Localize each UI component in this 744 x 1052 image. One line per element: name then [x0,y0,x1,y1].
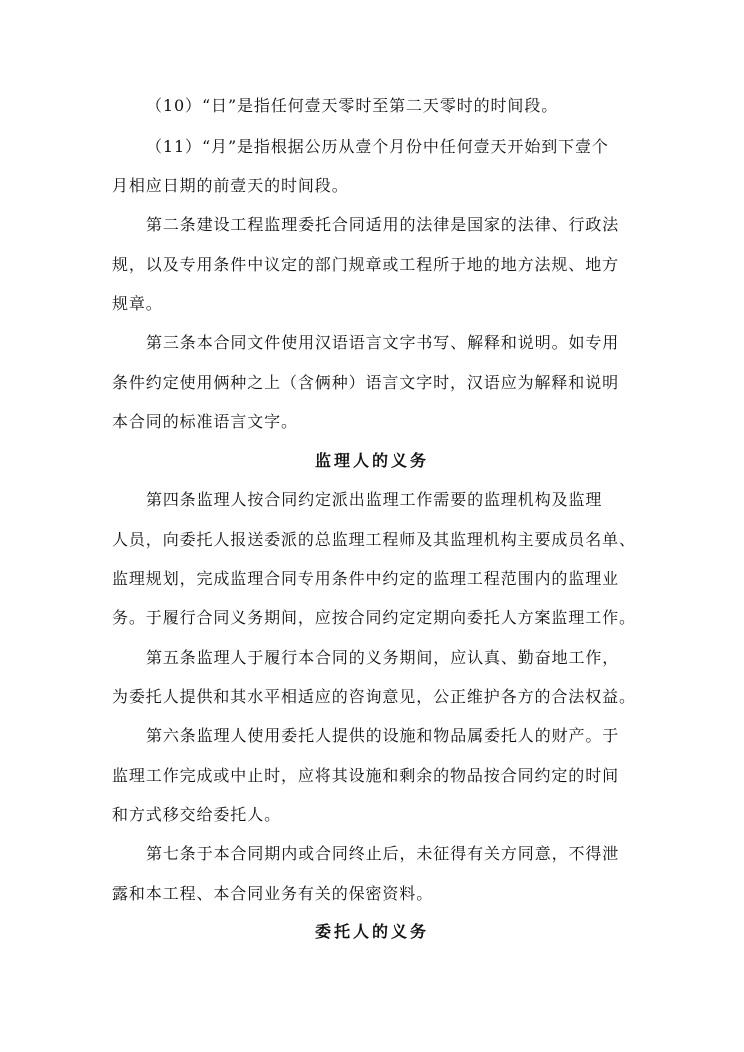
paragraph-line: 规，以及专用条件中议定的部门规章或工程所于地的地方法规、地方 [112,255,620,274]
paragraph-line: 露和本工程、本合同业务有关的保密资料。 [112,884,434,903]
paragraph-line: （10）“日”是指任何壹天零时至第二天零时的时间段。 [146,96,559,115]
paragraph-line: 第五条监理人于履行本合同的义务期间，应认真、勤奋地工作， [146,648,620,667]
section-heading: 监理人的义务 [314,451,429,470]
paragraph-line: 规章。 [112,294,163,313]
paragraph-line: 第六条监理人使用委托人提供的设施和物品属委托人的财产。于 [146,726,620,745]
paragraph-line: 第二条建设工程监理委托合同适用的法律是国家的法律、行政法 [146,215,620,234]
paragraph-line: 第三条本合同文件使用汉语语言文字书写、解释和说明。如专用 [146,333,620,352]
paragraph-line: 监理工作完成或中止时，应将其设施和剩余的物品按合同约定的时间 [112,766,620,785]
paragraph-line: 务。于履行合同义务期间，应按合同约定定期向委托人方案监理工作。 [112,608,636,627]
paragraph-line: 本合同的标准语言文字。 [112,412,298,431]
paragraph-line: 为委托人提供和其水平相适应的咨询意见，公正维护各方的合法权益。 [112,687,636,706]
paragraph-line: 月相应日期的前壹天的时间段。 [112,176,349,195]
paragraph-line: 和方式移交给委托人。 [112,805,282,824]
paragraph-line: 第七条于本合同期内或合同终止后，未征得有关方同意，不得泄 [146,844,620,863]
paragraph-line: 监理规划，完成监理合同专用条件中约定的监理工程范围内的监理业 [112,569,620,588]
paragraph-line: 第四条监理人按合同约定派出监理工作需要的监理机构及监理 [146,490,603,509]
section-heading: 委托人的义务 [314,922,429,941]
paragraph-line: （11）“月”是指根据公历从壹个月份中任何壹天开始到下壹个 [146,137,609,156]
paragraph-line: 人员，向委托人报送委派的总监理工程师及其监理机构主要成员名单、 [112,530,636,549]
paragraph-line: 条件约定使用俩种之上（含俩种）语言文字时，汉语应为解释和说明 [112,373,620,392]
